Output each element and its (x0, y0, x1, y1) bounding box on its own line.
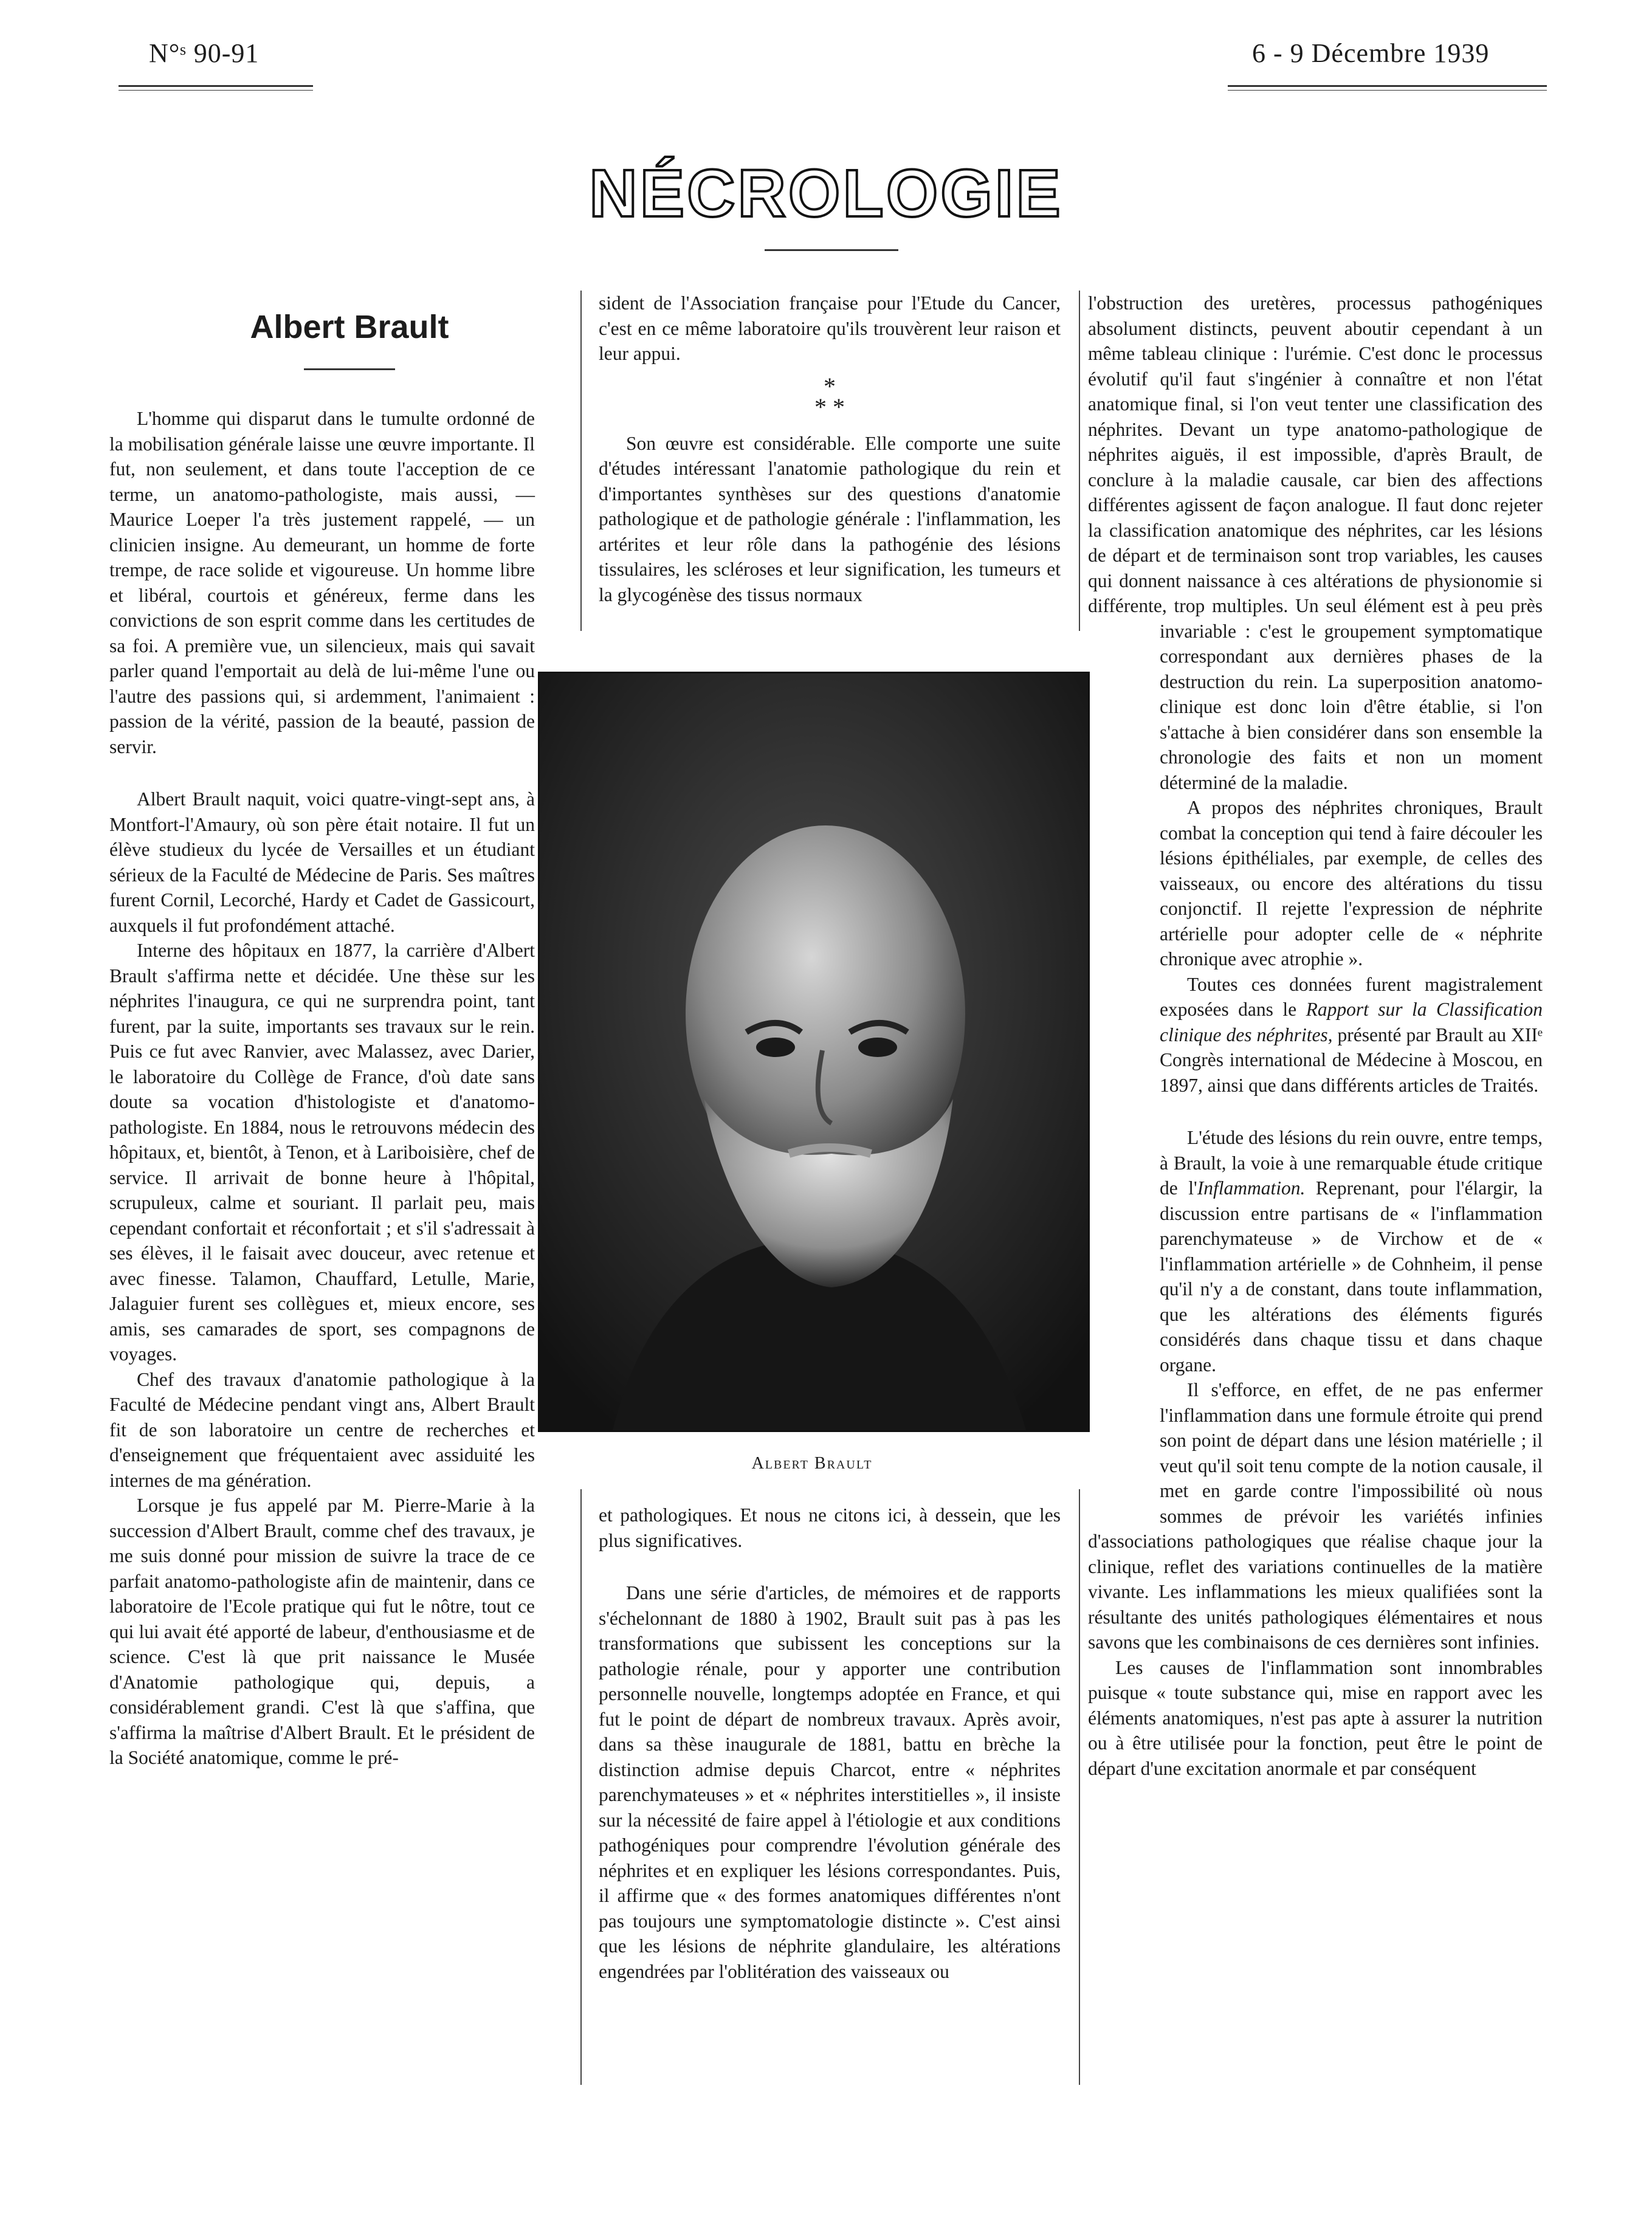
column-2-bottom (599, 1503, 1061, 1984)
column-divider (580, 1489, 582, 2085)
paragraph: Les causes de l'inflammation sont innombrables puisque « toute substance qui, mise en rapport avec les éléments anatomiques, n'est pas apte à assurer la nutrition ou à être utilisée pour la fonction, peut être le point de départ d'une excitation anormale et par conséquent (1088, 1656, 1543, 1779)
column-3-top (1088, 291, 1543, 1781)
paragraph: Chef des travaux d'anatomie pathologique à la Faculté de Médecine pendant vingt ans, Albert Brault fit de son laboratoire un centre de recherches et d'enseignement que fréquentaient avec assiduité les internes de ma génération. (109, 1368, 535, 1491)
paragraph: Il s'efforce, en effet, de ne pas enfermer l'inflammation dans une formule étroite qui prend son point de départ dans une lésion matérielle ; il veut qu'il soit tenu compte de la notion causale, il met en garde contre l'impossibilité où nous sommes de prévoir les variétés infinies d'associations pathologiques que réalise chaque jour la clinique, reflet des variations continuelles de la matière vivante. Les inflammations les mieux qualifiées sont la résultante des unités pathologiques élémentaires et nous savons que les combinaisons de ces dernières sont infinies. (1088, 1379, 1543, 1653)
paragraph-text: Reprenant, pour l'élargir, la discussion entre partisans de « l'inflammation parenchymateuse » de Virchow et de « l'inflammation artérielle » de Cohnheim, il pense qu'il n'y a de constant, dans toute inflammation, que les altérations des éléments figurés considérés dans chaque tissu et dans chaque organe. (1160, 1177, 1543, 1376)
header-rule-left-thin (119, 90, 313, 91)
title-rule (765, 249, 898, 251)
column-divider (1079, 1489, 1080, 2085)
paragraph-italic: Rapport sur la Classification clinique des néphrites, (1160, 999, 1543, 1045)
paragraph-text: Toutes ces données furent magistralement exposées dans le (1160, 973, 1543, 1020)
portrait-illustration (540, 673, 1088, 1430)
paragraph-italic: Inflammation. (1197, 1177, 1306, 1199)
paragraph: Dans une série d'articles, de mémoires et de rapports s'échelonnant de 1880 à 1902, Brault suit pas à pas les transformations que subissent les conceptions sur la pathologie rénale, pour y apporter une contribution personnelle nouvelle, longtemps adoptée en France, et qui fut le point de départ de nombreux travaux. Après avoir, dans sa thèse inaugurale de 1881, battu en brèche la distinction admise depuis Charcot, entre « néphrites parenchymateuses » et « néphrites interstitielles », il insiste sur la nécessité de faire appel à l'étiologie et aux conditions pathogéniques pour comprendre l'évolution générale des néphrites et en expliquer les lésions correspondantes. Puis, il affirme que « des formes anatomiques différentes n'ont pas toujours une symptomatologie distincte ». C'est ainsi que les lésions de néphrite glandulaire, les altérations engendrées par l'oblitération des vaisseaux ou (599, 1582, 1061, 1982)
paragraph: Interne des hôpitaux en 1877, la carrière d'Albert Brault s'affirma nette et décidée. Une thèse sur les néphrites l'inaugura, ce qui ne surprendra point, tant furent, par la suite, importants ses travaux sur le rein. Puis ce fut avec Ranvier, avec Malassez, avec Darier, le laboratoire du Collège de France, d'où date sans doute sa vocation d'histologiste et d'anatomo-pathologiste. En 1884, nous le retrouvons médecin des hôpitaux, et, bientôt, à Tenon, et à Lariboisière, chef de service. Il arrivait de bonne heure à l'hôpital, scrupuleux, calme et souriant. Il parlait peu, mais cependant confortait et réconfortait ; et s'il s'adressait à ses élèves, il le faisait avec douceur, avec retenue et avec finesse. Talamon, Chauffard, Letulle, Marie, Jalaguier furent ses collègues et, mieux encore, ses amis, ses camarades de sport, ses compagnons de voyages. (109, 940, 535, 1365)
portrait-photo (538, 672, 1090, 1432)
issue-number: N°ˢ 90-91 (149, 38, 260, 68)
header-rule-right-thin (1228, 90, 1547, 91)
paragraph: et pathologiques. Et nous ne citons ici, à dessein, que les plus significatives. (599, 1504, 1061, 1551)
paragraph: A propos des néphrites chroniques, Brault combat la conception qui tend à faire découler les lésions épithéliales, par exemple, de celles des vaisseaux, ou encore des altérations du tissu conjonctif. Il rejette l'expression de néphrite artérielle pour adopter celle de « néphrite chronique avec atrophie ». (1160, 797, 1543, 969)
paragraph: sident de l'Association française pour l'Etude du Cancer, c'est en ce même laboratoire qu'ils trouvèrent leur raison et leur appui. (599, 292, 1061, 364)
paragraph: Son œuvre est considérable. Elle comporte une suite d'études intéressant l'anatomie pathologique du rein et d'importantes synthèses sur des questions d'anatomie pathologique et de pathologie générale : l'inflammation, les artérites et leur rôle dans la pathogénie des lésions tissulaires, les scléroses et leur signification, les tumeurs et la glycogénèse des tissus normaux (599, 432, 1061, 605)
paragraph-text: présenté par Brault au XIIᵉ Congrès international de Médecine à Moscou, en 1897, ainsi que dans différents articles de Traités. (1160, 1024, 1543, 1096)
paragraph: Lorsque je fus appelé par M. Pierre-Marie à la succession d'Albert Brault, comme chef des travaux, je me suis donné pour mission de suivre la trace de ce parfait anatomo-pathologiste afin de maintenir, dans ce laboratoire de l'Ecole pratique qui fut le nôtre, tout ce qui lui avait été apporté de labeur, d'enthousiasme et de science. C'est là que prit naissance le Musée d'Anatomie pathologique qui, depuis, a considérablement grandi. C'est là que s'affina, que s'affirma la maîtrise d'Albert Brault. Et le président de la Société anatomique, comme le pré- (109, 1495, 535, 1768)
portrait-wrap-spacer (1088, 643, 1160, 1506)
article-subject: Albert Brault (250, 309, 449, 345)
header-rule-left (119, 85, 313, 87)
subject-rule (304, 368, 395, 370)
paragraph: l'obstruction des uretères, processus pathogéniques absolument distincts, peuvent aboutir cependant à un même tableau clinique : l'urémie. C'est donc le processus évolutif qu'il faut s'ingénier à connaître et non l'état anatomique final, si l'on veut tenter une classification des néphrites. Devant un type anatomo-pathologique de néphrites aiguës, il est impossible, d'après Brault, de conclure à la maladie causale, car bien des affections différentes agissent de façon analogue. Il faut donc rejeter la classification anatomique des néphrites, car les lésions de départ et de terminaison sont trop variables, les causes qui donnent naissance à ces altérations de physionomie si différente, trop multiples. Un seul élément est à peu près invariable : c'est le groupement symptomatique correspondant aux dernières phases de la destruction du rein. La superposition anatomo-clinique est donc loin d'être établie, si l'on s'attache à bien considérer dans son ensemble la chronologie des faits et non un moment déterminé de la maladie. (1088, 292, 1543, 793)
column-1 (109, 406, 535, 1771)
column-divider (1079, 291, 1080, 631)
portrait-caption: Albert Brault (751, 1454, 873, 1473)
section-separator-asterisks: * * * (814, 372, 845, 421)
column-2-top (599, 291, 1061, 607)
paragraph-text: L'étude des lésions du rein ouvre, entre temps, à Brault, la voie à une remarquable étude critique de l' (1160, 1127, 1543, 1199)
paragraph: Albert Brault naquit, voici quatre-vingt-sept ans, à Montfort-l'Amaury, où son père était notaire. Il fut un élève studieux du lycée de Versailles et un étudiant sérieux de la Faculté de Médecine de Paris. Ses maîtres furent Cornil, Lecorché, Hardy et Cadet de Gassicourt, auxquels il fut profondément attaché. (109, 788, 535, 936)
column-divider (580, 291, 582, 631)
header-rule-right (1228, 85, 1547, 87)
paragraph: L'homme qui disparut dans le tumulte ordonné de la mobilisation générale laisse une œuvre importante. Il fut, non seulement, et dans toute l'acception de ce terme, un anatomo-pathologiste, mais aussi, — Maurice Loeper l'a très justement rappelé, — un clinicien insigne. Au demeurant, un homme de forte trempe, de race solide et vigoureuse. Un homme libre et libéral, courtois et généreux, ferme dans les convictions de son esprit comme dans les certitudes de sa foi. A première vue, un silencieux, mais qui savait parler quand l'emportait au delà de lui-même l'une ou l'autre des passions qui, si ardemment, l'animaient : passion de la vérité, passion de la beauté, passion de servir. (109, 408, 535, 757)
section-title: NÉCROLOGIE (589, 156, 1063, 231)
issue-date: 6 - 9 Décembre 1939 (1252, 38, 1490, 68)
